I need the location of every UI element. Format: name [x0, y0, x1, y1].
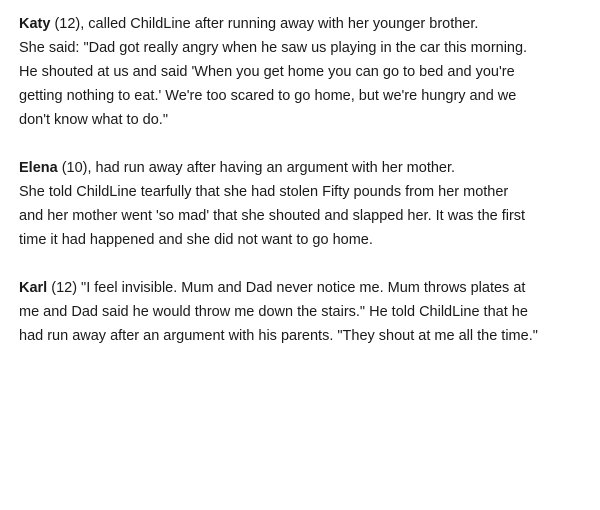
story-karl [19, 276, 594, 348]
story-katy [19, 12, 594, 132]
story-line: time it had happened and she did not want to go home. [19, 232, 373, 248]
story-text: (12), called ChildLine after running away with her younger brother. [50, 16, 479, 32]
story-text: (10), had run away after having an argument with her mother. [57, 160, 456, 176]
story-name: Elena [19, 160, 58, 176]
story-line [19, 276, 594, 300]
story-line: He shouted at us and said 'When you get home you can go to bed and you're [19, 64, 515, 80]
document-body [19, 12, 594, 372]
story-line: don't know what to do." [19, 112, 168, 128]
story-line: had run away after an argument with his parents. "They shout at me all the time." [19, 328, 538, 344]
story-line: me and Dad said he would throw me down the stairs." He told ChildLine that he [19, 304, 528, 320]
story-line [19, 12, 594, 36]
story-line: getting nothing to eat.' We're too scared to go home, but we're hungry and we [19, 88, 517, 104]
story-name: Karl [19, 280, 48, 296]
story-elena [19, 156, 594, 252]
story-line: She said: "Dad got really angry when he saw us playing in the car this morning. [19, 40, 528, 56]
story-line [19, 156, 594, 180]
story-line: and her mother went 'so mad' that she shouted and slapped her. It was the first [19, 208, 526, 224]
story-text: (12) "I feel invisible. Mum and Dad never notice me. Mum throws plates at [47, 280, 526, 296]
story-name: Katy [19, 16, 51, 32]
story-line: She told ChildLine tearfully that she had stolen Fifty pounds from her mother [19, 184, 509, 200]
